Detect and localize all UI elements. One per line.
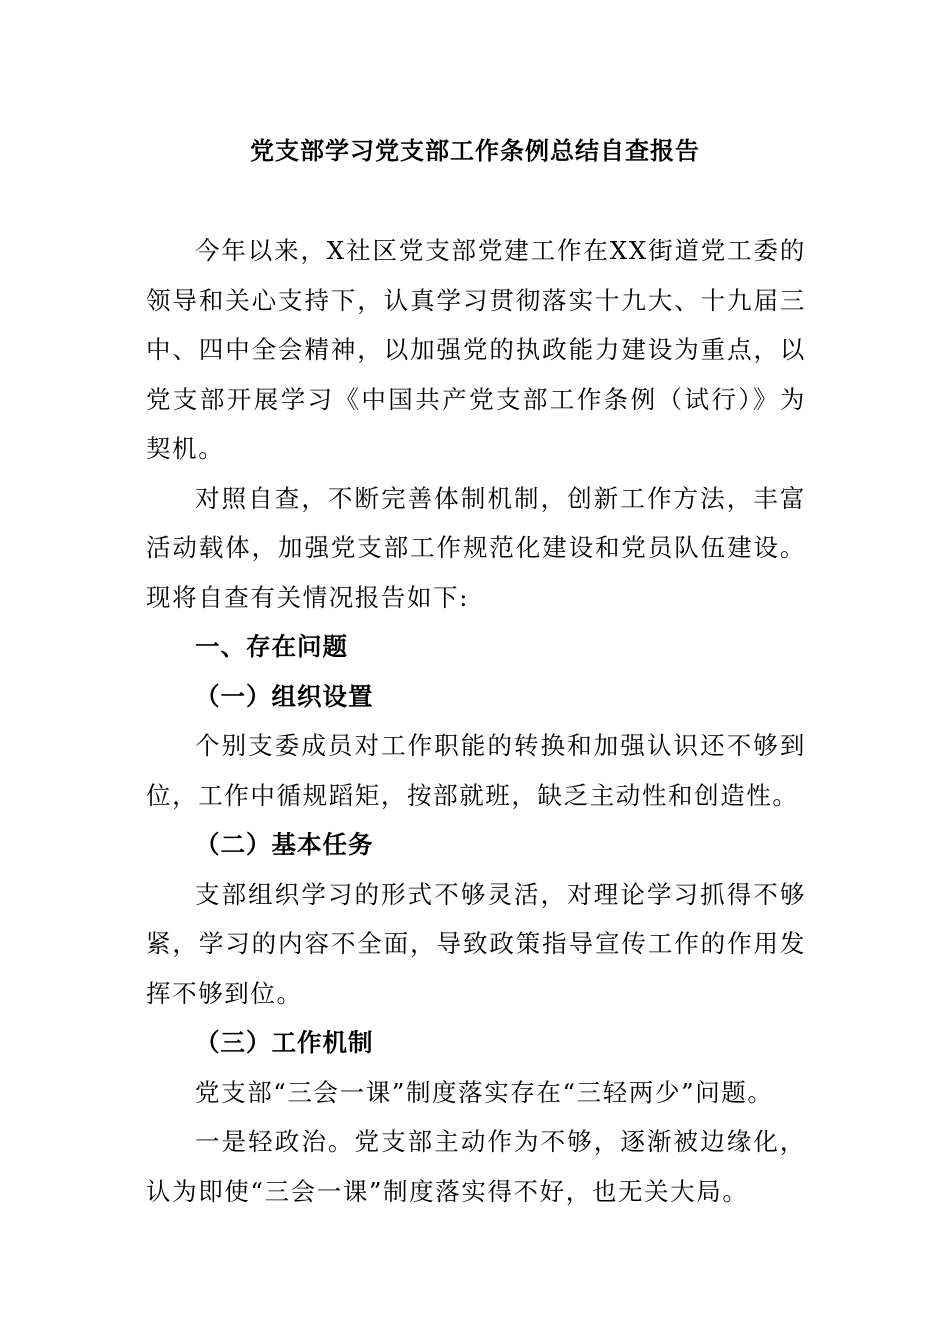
document-body xyxy=(146,226,806,1216)
paragraph-work-mechanism: 党支部“三会一课”制度落实存在“三轻两少”问题。 xyxy=(195,1077,774,1107)
section-heading-problems: 一、存在问题 xyxy=(195,632,348,661)
paragraph-self-check: 对照自查，不断完善体制机制，创新工作方法，丰富活动载体，加强党支部工作规范化建设和党员队伍建设。现将自查有关情况报告如下: xyxy=(146,483,806,612)
subsection-heading-organization: （一）组织设置 xyxy=(195,681,374,711)
paragraph-organization: 个别支委成员对工作职能的转换和加强认识还不够到位，工作中循规蹈矩，按部就班，缺乏主动性和创造性。 xyxy=(146,731,806,810)
paragraph-basic-tasks: 支部组织学习的形式不够灵活，对理论学习抓得不够紧，学习的内容不全面，导致政策指导宣传工作的作用发挥不够到位。 xyxy=(146,879,806,1008)
paragraph-light-politics: 一是轻政治。党支部主动作为不够，逐渐被边缘化，认为即使“三会一课”制度落实得不好，也无关大局。 xyxy=(146,1127,806,1206)
paragraph-intro: 今年以来，X社区党支部党建工作在XX街道党工委的领导和关心支持下，认真学习贯彻落实十九大、十九届三中、四中全会精神，以加强党的执政能力建设为重点，以党支部开展学习《中国共产党支部工作条例（试行）》为契机。 xyxy=(146,236,806,463)
document-title: 党支部学习党支部工作条例总结自查报告 xyxy=(250,136,700,165)
subsection-heading-basic-tasks: （二）基本任务 xyxy=(195,830,374,859)
subsection-heading-work-mechanism: （三）工作机制 xyxy=(195,1028,374,1057)
